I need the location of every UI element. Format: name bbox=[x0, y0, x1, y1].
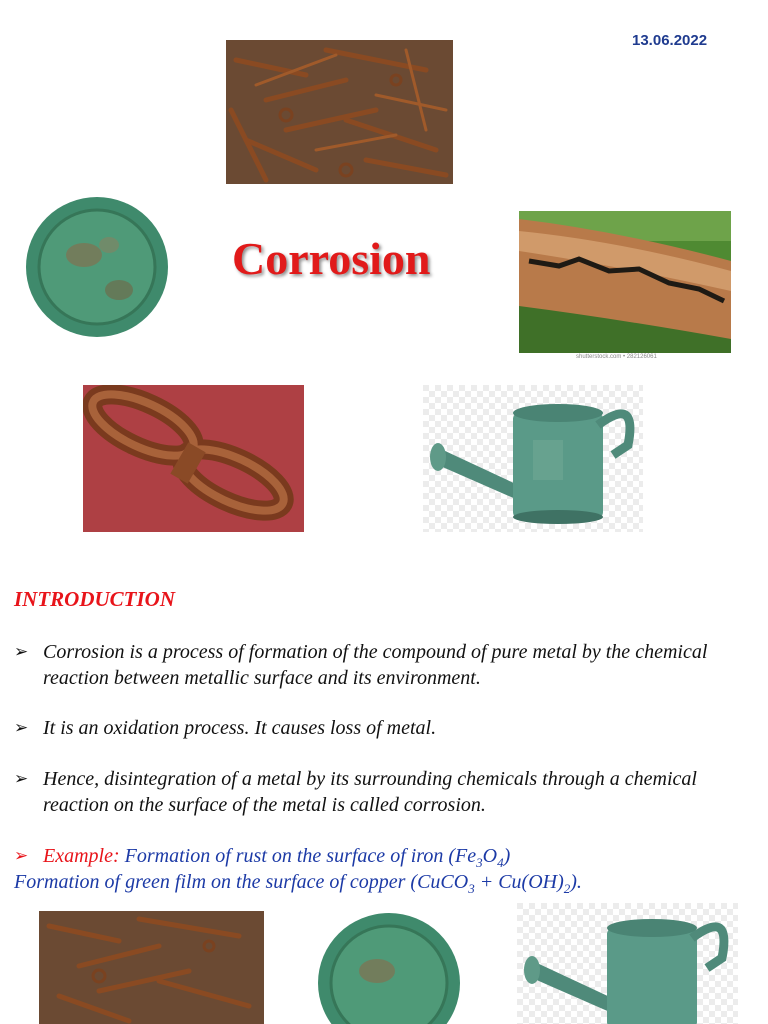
intro-bullet-2: ➢ It is an oxidation process. It causes loss of metal. bbox=[14, 717, 437, 739]
photo-credit: shutterstock.com • 282126061 bbox=[576, 354, 657, 360]
page-title: Corrosion bbox=[232, 233, 431, 284]
rusty-nails-photo bbox=[226, 40, 453, 184]
intro-bullet-1: ➢ Corrosion is a process of formation of the compound of pure metal by the chemical reaction between metallic surface and its environment. bbox=[14, 641, 708, 689]
rusty-nails-photo-bottom bbox=[39, 911, 264, 1024]
green-watering-can-photo-bottom bbox=[517, 903, 738, 1024]
date-label: 13.06.2022 bbox=[632, 32, 708, 49]
example-line-2: Formation of green film on the surface of copper (CuCO$_3$ + $Cu(OH)_2$). bbox=[14, 871, 582, 896]
intro-heading: INTRODUCTION bbox=[14, 587, 176, 611]
intro-bullet-3: ➢ Hence, disintegration of a metal by its surrounding chemicals through a chemical reaction on the surface of the metal is called corrosion. bbox=[14, 768, 697, 816]
green-watering-can-photo bbox=[423, 385, 643, 532]
arrow-bullet-icon: ➢ bbox=[14, 769, 29, 788]
green-copper-coin-photo bbox=[24, 195, 170, 339]
arrow-bullet-icon: ➢ bbox=[14, 846, 29, 865]
arrow-bullet-icon: ➢ bbox=[14, 718, 29, 737]
example-line-1: ➢ Example: Formation of rust on the surface of iron $(Fe_3O_4)$ bbox=[14, 845, 511, 870]
rusted-pipe-photo bbox=[519, 211, 731, 353]
rusty-chain-photo bbox=[83, 385, 304, 532]
arrow-bullet-icon: ➢ bbox=[14, 642, 29, 661]
example-label: Example: bbox=[43, 845, 120, 867]
green-copper-coin-photo-bottom bbox=[317, 911, 462, 1024]
